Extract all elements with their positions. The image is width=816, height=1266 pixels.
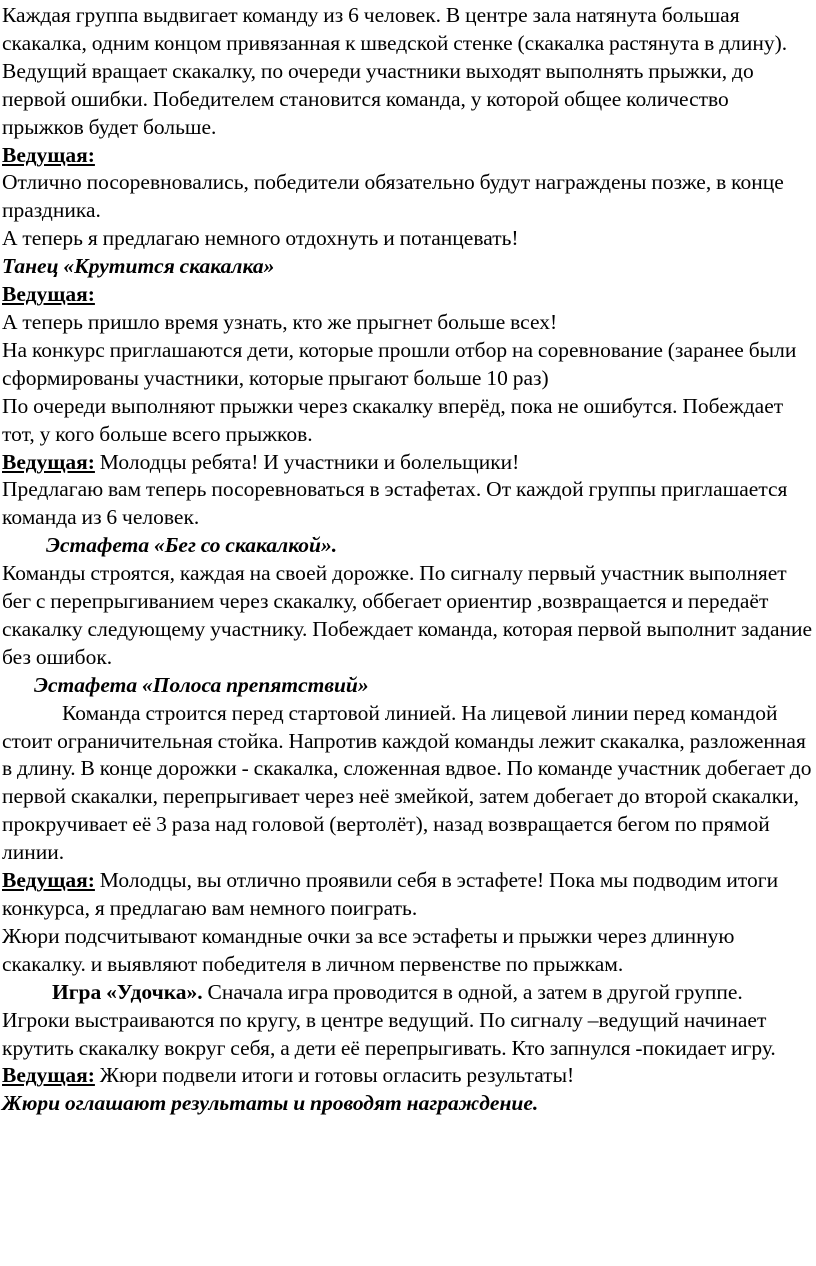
speaker-host-label: Ведущая: xyxy=(2,1063,95,1088)
document-page xyxy=(2,2,814,1118)
speech-text: Молодцы, вы отлично проявили себя в эстафете! Пока мы подводим итоги конкурса, я предлагаю вам немного поиграть. xyxy=(2,868,779,920)
paragraph-host-rotates-rope: Ведущий вращает скакалку, по очереди участники выходят выполнять прыжки, до первой ошибки. Победителем становится команда, у которой общее количество прыжков будет больше. xyxy=(2,58,754,139)
paragraph-game-rules: Игроки выстраиваются по кругу, в центре ведущий. По сигналу –ведущий начинает крутить скакалку вокруг себя, а дети её перепрыгивать. Кто запнулся -покидает игру. xyxy=(2,1007,776,1060)
paragraph-well-done-kids xyxy=(2,449,814,477)
paragraph-obstacle-course-rules xyxy=(2,700,814,867)
game-intro-text: Сначала игра проводится в одной, а затем в другой группе. xyxy=(202,979,743,1004)
heading-relay-obstacle-course: Эстафета «Полоса препятствий» xyxy=(34,672,369,697)
paragraph-who-jumps-most: А теперь пришло время узнать, кто же прыгнет больше всех! xyxy=(2,309,558,334)
closing-stage-direction: Жюри оглашают результаты и проводят награждение. xyxy=(2,1091,539,1116)
speech-text: Молодцы ребята! И участники и болельщики! xyxy=(94,449,520,474)
heading-game: Игра «Удочка». xyxy=(52,979,203,1004)
speaker-host-label: Ведущая: xyxy=(2,868,95,893)
paragraph-jury-counting: Жюри подсчитывают командные очки за все эстафеты и прыжки через длинную скакалку. и выявляют победителя в личном первенстве по прыжкам. xyxy=(2,923,735,976)
heading-relay-run-with-rope: Эстафета «Бег со скакалкой». xyxy=(46,533,338,558)
obstacle-course-text: Команда строится перед стартовой линией. На лицевой линии перед командой стоит ограничительная стойка. Напротив каждой команды лежит скакалка, разложенная в длину. В конце дорожки - скакалка, сложенная вдвое. По команде участник добегает до первой скакалки, перепрыгивает через неё змейкой, затем добегает до второй скакалки, прокручивает её 3 раза над головой (вертолёт), назад возвращается бегом по прямой линии. xyxy=(2,700,812,865)
speaker-host-label: Ведущая: xyxy=(2,449,95,474)
paragraph-rest-and-dance: А теперь я предлагаю немного отдохнуть и потанцевать! xyxy=(2,226,519,251)
heading-dance: Танец «Крутится скакалка» xyxy=(2,254,275,279)
paragraph-relay-run-rules: Команды строятся, каждая на своей дорожке. По сигналу первый участник выполняет бег с перепрыгиванием через скакалку, оббегает ориентир ,возвращается и передаёт скакалку следующему участнику. Побеждает команда, которая первой выполнит задание без ошибок. xyxy=(2,561,813,669)
paragraph-jumps-in-turn: По очереди выполняют прыжки через скакалку вперёд, пока не ошибутся. Побеждает тот, у кого больше всего прыжков. xyxy=(2,393,784,446)
paragraph-relay-invitation: Предлагаю вам теперь посоревноваться в эстафетах. От каждой группы приглашается команда из 6 человек. xyxy=(2,477,788,530)
speaker-host-label: Ведущая: xyxy=(2,282,95,307)
paragraph-game-fishing-rod xyxy=(2,979,814,1007)
paragraph-well-done-relay xyxy=(2,867,814,923)
speaker-host-label: Ведущая: xyxy=(2,142,95,167)
paragraph-contest-invitation: На конкурс приглашаются дети, которые прошли отбор на соревнование (заранее были сформированы участники, которые прыгают больше 10 раз) xyxy=(2,337,797,390)
paragraph-team-rope: Каждая группа выдвигает команду из 6 человек. В центре зала натянута большая скакалка, одним концом привязанная к шведской стенке (скакалка растянута в длину). xyxy=(2,3,788,55)
paragraph-results-ready xyxy=(2,1062,814,1090)
speech-text: Жюри подвели итоги и готовы огласить результаты! xyxy=(94,1063,575,1088)
paragraph-well-competed: Отлично посоревновались, победители обязательно будут награждены позже, в конце праздника. xyxy=(2,170,784,223)
